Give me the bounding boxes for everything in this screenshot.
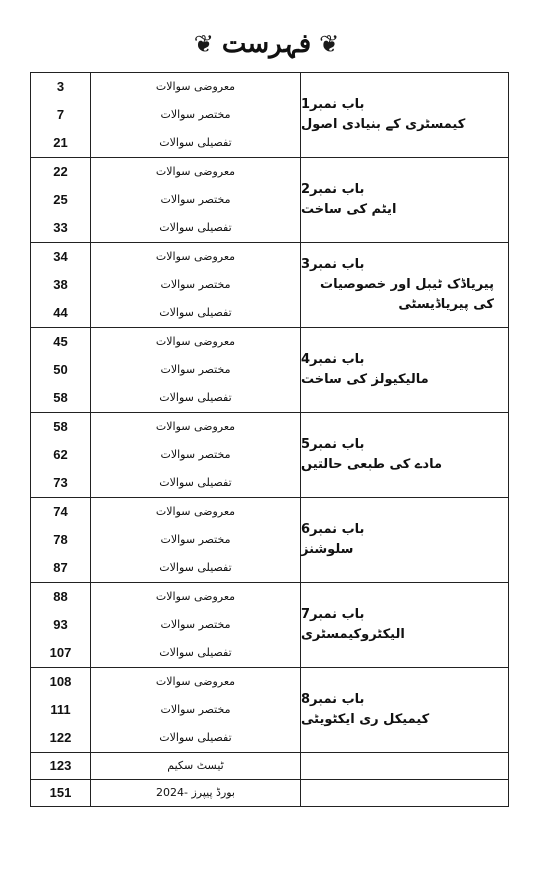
question-type-label: معروضی سوالات <box>155 505 236 518</box>
page-number: 50 <box>53 362 68 377</box>
question-type-label: مختصر سوالات <box>160 703 231 716</box>
question-type-label: معروضی سوالات <box>155 250 236 263</box>
ornament-left-icon: ❦ <box>193 30 214 58</box>
page-numbers-cell <box>31 413 91 498</box>
page-number: 107 <box>49 645 72 660</box>
page-numbers-cell <box>31 73 91 158</box>
question-types-cell <box>91 413 301 498</box>
chapter-name: مالیکیولز کی ساخت <box>301 372 429 387</box>
chapter-number: باب نمبر6 <box>301 522 365 537</box>
page-number: 74 <box>53 504 68 519</box>
page-numbers-cell <box>31 243 91 328</box>
page-numbers-cell <box>31 583 91 668</box>
page-numbers-cell <box>31 780 91 807</box>
question-type-label: تفصیلی سوالات <box>159 306 232 319</box>
page-number: 21 <box>53 135 68 150</box>
page-number: 73 <box>53 475 68 490</box>
question-type-label: تفصیلی سوالات <box>159 136 232 149</box>
empty-cell <box>301 753 509 780</box>
chapter-number: باب نمبر7 <box>301 607 365 622</box>
question-type-label: معروضی سوالات <box>155 80 236 93</box>
chapter-cell <box>301 328 509 413</box>
question-type-label: مختصر سوالات <box>160 108 231 121</box>
question-type-label: معروضی سوالات <box>155 335 236 348</box>
chapter-name: سلوشنز <box>301 542 354 557</box>
page-number: 3 <box>56 79 65 94</box>
question-types-cell <box>91 158 301 243</box>
page-numbers-cell <box>31 498 91 583</box>
page-numbers-cell <box>31 328 91 413</box>
page-number: 108 <box>49 674 72 689</box>
question-types-cell <box>91 328 301 413</box>
page-number: 151 <box>49 785 72 800</box>
page-numbers-cell <box>31 668 91 753</box>
chapter-number: باب نمبر1 <box>301 97 365 112</box>
page-number: 87 <box>53 560 68 575</box>
question-type-label: مختصر سوالات <box>160 193 231 206</box>
chapter-row <box>31 498 509 583</box>
chapter-row <box>31 158 509 243</box>
chapter-row <box>31 73 509 158</box>
extra-label-cell <box>91 753 301 780</box>
question-types-cell <box>91 73 301 158</box>
chapter-number: باب نمبر5 <box>301 437 365 452</box>
question-type-label: تفصیلی سوالات <box>159 646 232 659</box>
chapter-name: ایٹم کی ساخت <box>301 202 397 217</box>
chapter-number: باب نمبر3 <box>301 257 365 272</box>
chapter-number: باب نمبر4 <box>301 352 365 367</box>
question-types-cell <box>91 498 301 583</box>
chapter-name: کیمسٹری کے بنیادی اصول <box>301 117 466 132</box>
page-numbers-cell <box>31 753 91 780</box>
extra-label: بورڈ پیپرز -2024 <box>156 786 235 799</box>
chapter-row <box>31 668 509 753</box>
question-type-label: مختصر سوالات <box>160 533 231 546</box>
question-types-cell <box>91 668 301 753</box>
question-type-label: تفصیلی سوالات <box>159 221 232 234</box>
chapter-cell <box>301 498 509 583</box>
chapter-cell <box>301 243 509 328</box>
extra-row <box>31 780 509 807</box>
question-type-label: معروضی سوالات <box>155 165 236 178</box>
chapter-name: مادے کی طبعی حالتیں <box>301 457 442 472</box>
page-number: 34 <box>53 249 68 264</box>
page-number: 62 <box>53 447 68 462</box>
question-types-cell <box>91 583 301 668</box>
question-type-label: معروضی سوالات <box>155 590 236 603</box>
question-type-label: مختصر سوالات <box>160 448 231 461</box>
page-number: 25 <box>53 192 68 207</box>
chapter-cell <box>301 158 509 243</box>
question-type-label: معروضی سوالات <box>155 675 236 688</box>
question-type-label: مختصر سوالات <box>160 363 231 376</box>
page-number: 58 <box>53 419 68 434</box>
chapter-row <box>31 413 509 498</box>
page-number: 123 <box>49 758 72 773</box>
extra-label: ٹیسٹ سکیم <box>167 759 224 772</box>
page-number: 122 <box>49 730 72 745</box>
page-number: 88 <box>53 589 68 604</box>
page-number: 22 <box>53 164 68 179</box>
page-number: 45 <box>53 334 68 349</box>
chapter-cell <box>301 413 509 498</box>
chapter-name: کیمیکل ری ایکٹویٹی <box>301 712 430 727</box>
page-number: 93 <box>53 617 68 632</box>
chapter-name: الیکٹروکیمسٹری <box>301 627 405 642</box>
ornament-right-icon: ❦ <box>319 30 340 58</box>
chapter-row <box>31 328 509 413</box>
page-number: 78 <box>53 532 68 547</box>
page-number: 111 <box>50 702 71 717</box>
chapter-cell <box>301 583 509 668</box>
empty-cell <box>301 780 509 807</box>
page-number: 33 <box>53 220 68 235</box>
chapter-number: باب نمبر8 <box>301 692 365 707</box>
contents-table <box>30 72 509 807</box>
page-numbers-cell <box>31 158 91 243</box>
chapter-cell <box>301 668 509 753</box>
chapter-name: پیریاڈک ٹیبل اور خصوصیات کی پیریاڈیسٹی <box>320 277 494 312</box>
question-types-cell <box>91 243 301 328</box>
title-block <box>0 22 533 66</box>
chapter-row <box>31 243 509 328</box>
question-type-label: تفصیلی سوالات <box>159 731 232 744</box>
question-type-label: تفصیلی سوالات <box>159 391 232 404</box>
question-type-label: مختصر سوالات <box>160 278 231 291</box>
extra-label-cell <box>91 780 301 807</box>
page-title: فہرست <box>221 29 312 59</box>
question-type-label: تفصیلی سوالات <box>159 476 232 489</box>
chapter-row <box>31 583 509 668</box>
question-type-label: مختصر سوالات <box>160 618 231 631</box>
question-type-label: معروضی سوالات <box>155 420 236 433</box>
chapter-number: باب نمبر2 <box>301 182 365 197</box>
question-type-label: تفصیلی سوالات <box>159 561 232 574</box>
page-number: 44 <box>53 305 68 320</box>
page-number: 58 <box>53 390 68 405</box>
page-number: 7 <box>56 107 65 122</box>
page-number: 38 <box>53 277 68 292</box>
chapter-cell <box>301 73 509 158</box>
extra-row <box>31 753 509 780</box>
